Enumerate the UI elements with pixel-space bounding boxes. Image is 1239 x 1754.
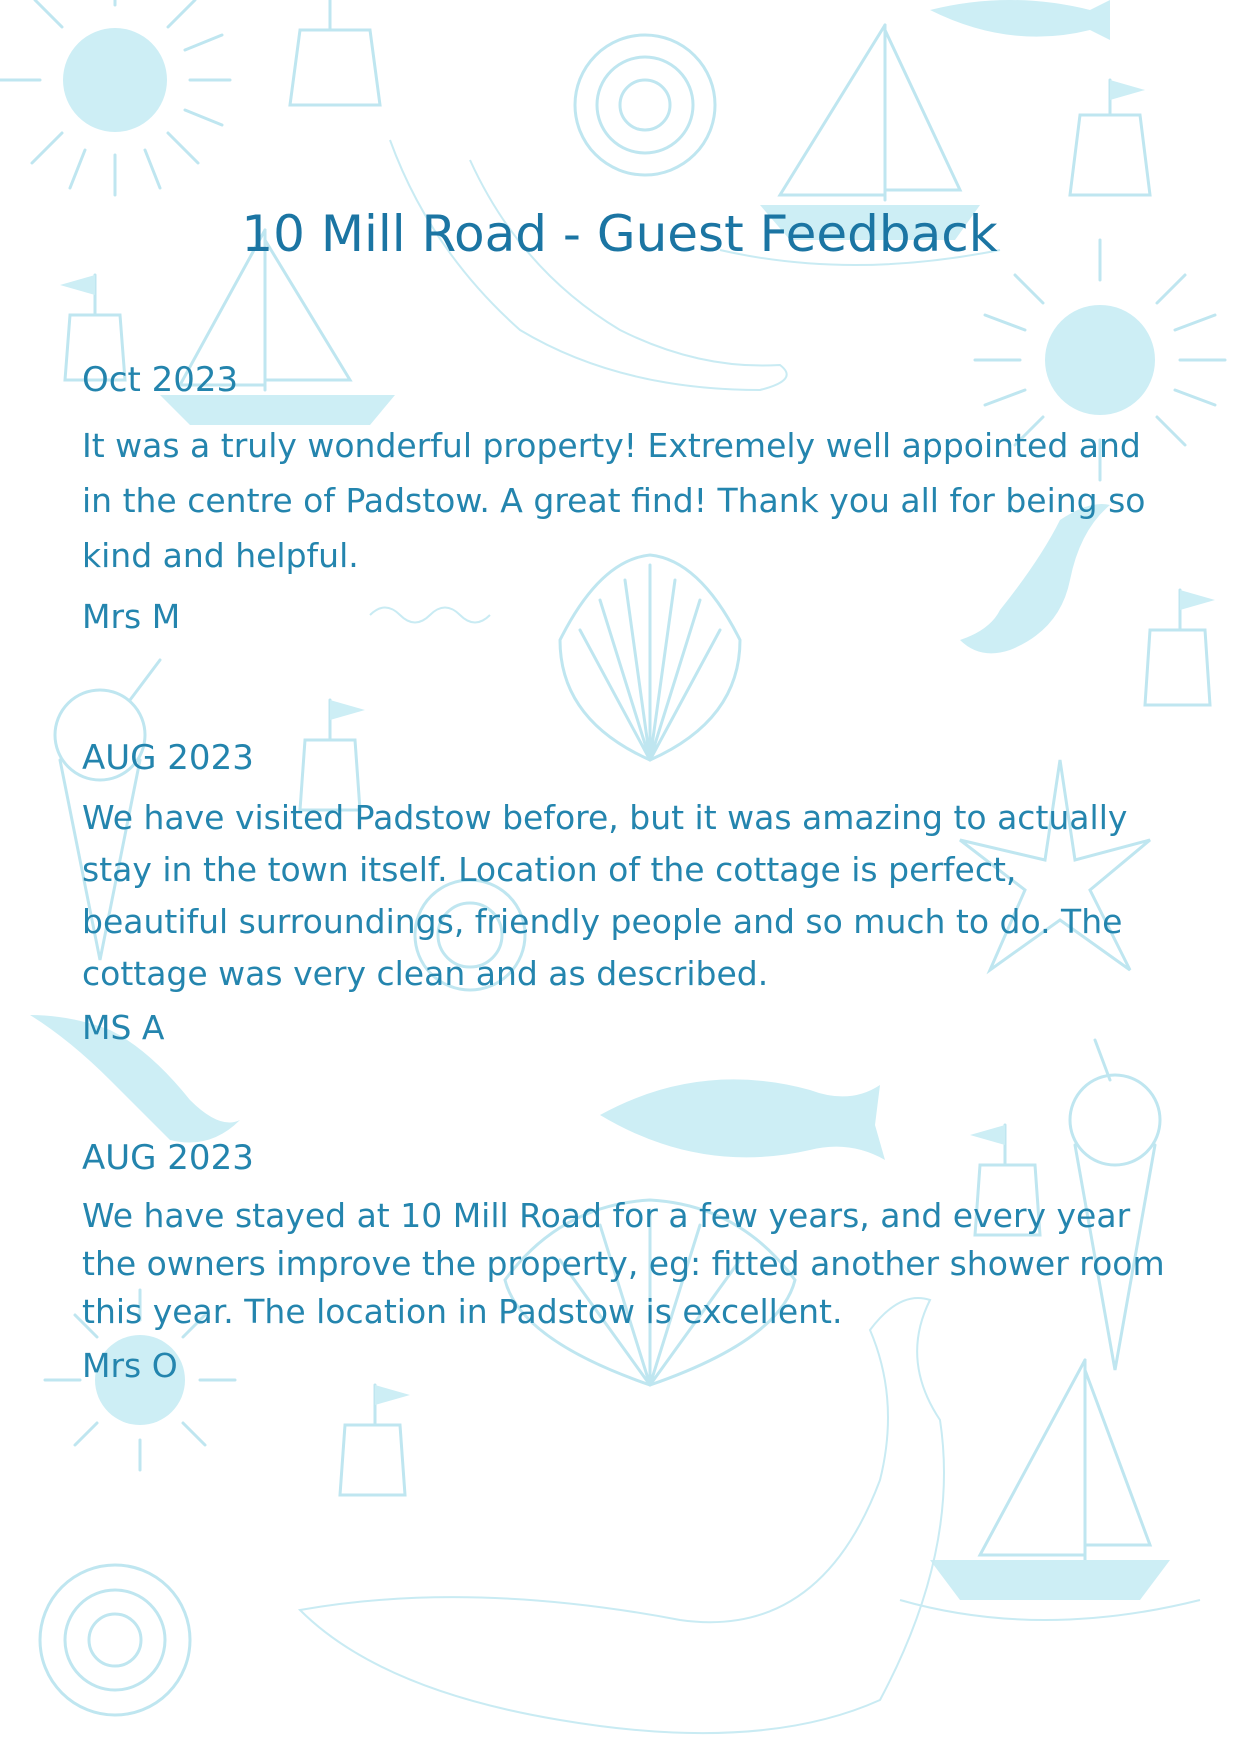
- review-date: AUG 2023: [82, 738, 254, 778]
- review-text: We have visited Padstow before, but it was amazing to actually stay in the town itself. Location of the cottage is perfect, beautiful surroundings, friendly people and so much to do. The cottage was very clean and as described.: [82, 798, 1128, 993]
- review-3: [82, 1138, 1172, 1385]
- review-author: Mrs O: [82, 1346, 178, 1385]
- page-title: 10 Mill Road - Guest Feedback: [241, 205, 998, 263]
- review-date: Oct 2023: [82, 360, 239, 400]
- review-1: [82, 360, 1172, 636]
- review-author: Mrs M: [82, 597, 181, 636]
- review-text: It was a truly wonderful property! Extremely well appointed and in the centre of Padstow. A great find! Thank you all for being so kind and helpful.: [82, 426, 1146, 575]
- review-2: [82, 738, 1172, 1047]
- review-date: AUG 2023: [82, 1138, 254, 1178]
- review-text: We have stayed at 10 Mill Road for a few years, and every year the owners improve the property, eg: fitted another shower room this year. The location in Padstow is excellent.: [82, 1196, 1165, 1331]
- review-author: MS A: [82, 1008, 165, 1047]
